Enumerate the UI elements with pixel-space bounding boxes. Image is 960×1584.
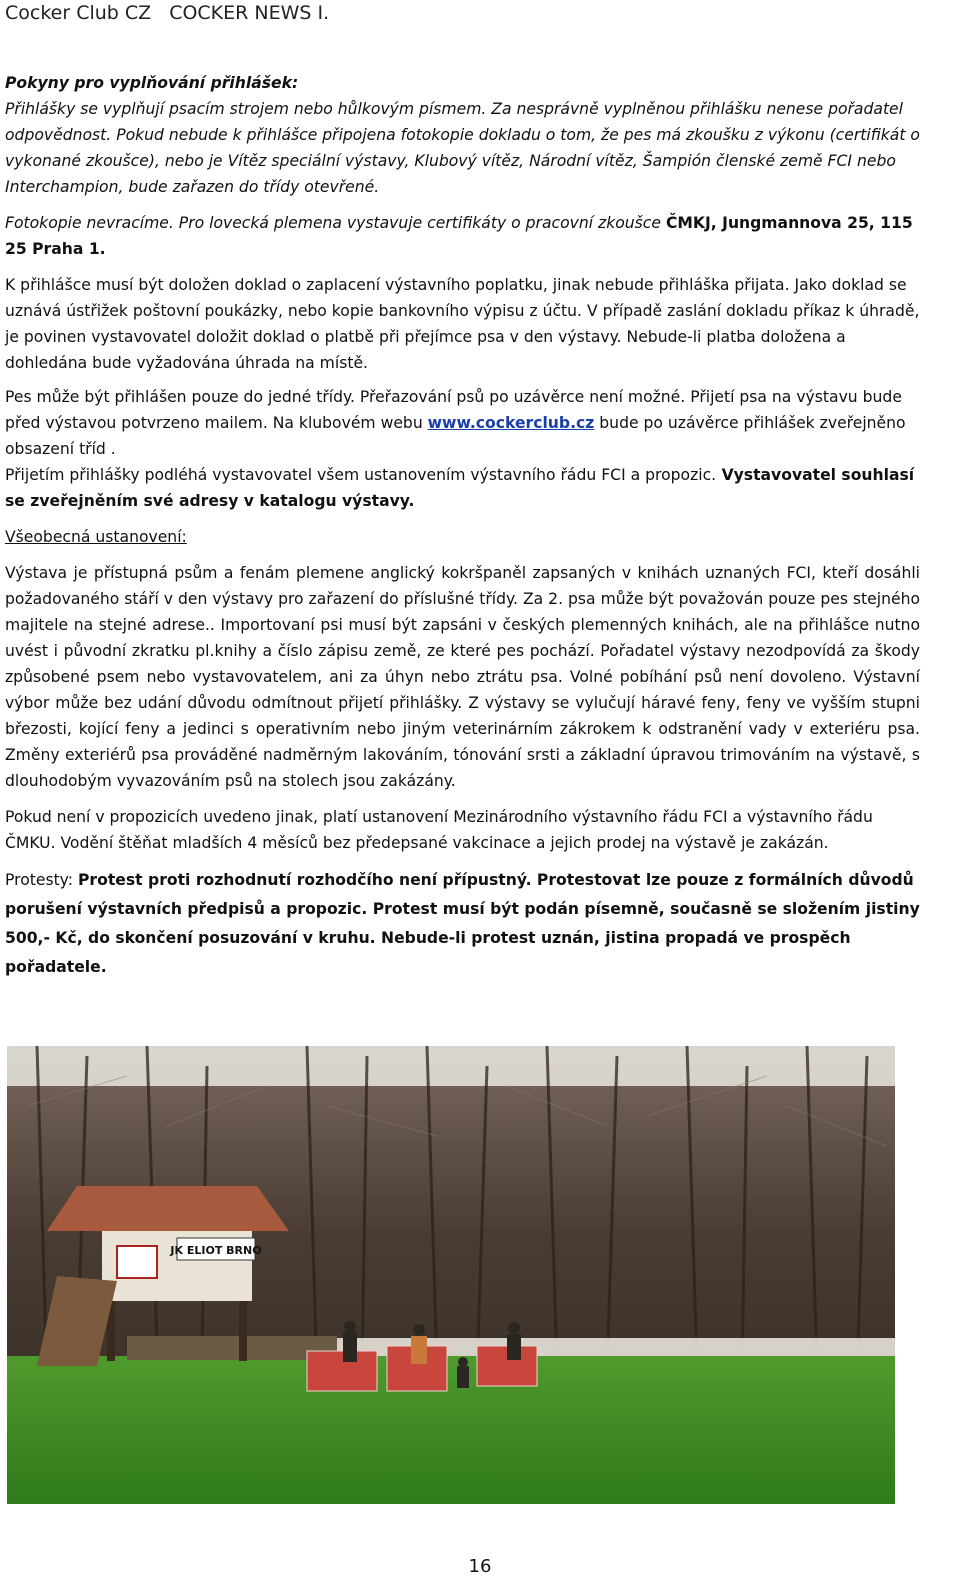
photocopy-note: Fotokopie nevracíme. — [5, 214, 174, 232]
page-header — [5, 2, 329, 24]
protests-paragraph — [5, 866, 920, 982]
stand-sign: JK ELIOT BRNO — [170, 1244, 262, 1257]
hunting-breeds-note: Pro lovecká plemena vystavuje certifikáty o pracovní zkoušce — [173, 214, 666, 232]
classes-sentence-4: bude po uzávěrce přihlášek zveřejněno obsazení tříd . — [5, 414, 906, 458]
instructions-paragraph — [5, 96, 920, 200]
classes-sentence-1: Pes může být přihlášen pouze do jedné třídy. — [5, 388, 355, 406]
cockerclub-link[interactable]: www.cockerclub.cz — [427, 414, 595, 432]
showground-photo — [7, 1046, 895, 1504]
payment-paragraph — [5, 272, 920, 376]
classes-paragraph — [5, 384, 920, 462]
instructions-heading: Pokyny pro vyplňování přihlášek: — [5, 74, 299, 92]
general-paragraph: Výstava je přístupná psům a fenám plemene anglický kokršpaněl zapsaných v knihách uznaných FCI, kteří dosáhli požadovaného stáří v den výstavy pro zařazení do příslušné třídy. Za 2. psa může být považován pouze pes stejného majitele na stejné adrese.. Importovaní psi musí být zapsáni v českých plemenných knihách, ale na přihlášce nutno uvést i původní zkratku pl.knihy a číslo zápisu země, ze které pes pochází. Pořadatel výstavy nezodpovídá za škody způsobené psem nebo vystavovatelem, ani za úhyn nebo ztrátu psa. Volné pobíhání psů není dovoleno. Výstavní výbor může bez udání důvodu odmítnout přijetí přihlášky. Z výstavy se vylučují háravé feny, feny ve vyšším stupni březosti, kojící feny a jedinci s operativním nebo jiným veterinárním zákrokem k odstranění vady v exteriéru psa. Změny exteriérů psa prováděné nadměrným lakováním, tónování srsti a základní úpravou trimováním na výstavě, s dlouhodobým vyvazováním psů na stolech jsou zakázány. — [5, 564, 920, 790]
instructions-sentence-1: Přihlášky se vyplňují psacím strojem nebo hůlkovým písmem. Za nesprávně vyplněnou přihlášku nenese pořadatel odpovědnost. — [5, 100, 903, 144]
classes-sentence-3: Přijetí psa na výstavu bude před výstavou potvrzeno mailem. Na klubovém webu — [5, 388, 902, 432]
page-number: 16 — [468, 1556, 492, 1577]
classes-sentence-2: Přeřazování psů po uzávěrce není možné. — [354, 388, 686, 406]
acceptance-sentence-2: Vystavovatel souhlasí se zveřejněním své adresy v katalogu výstavy. — [5, 466, 915, 510]
club-name: Cocker Club CZ — [5, 2, 152, 24]
payment-sentence-3: V případě zaslání dokladu příkaz k úhradě, je povinen vystavovatel doložit doklad o platbě při přejímce psa v den výstavy. — [5, 302, 920, 346]
general-heading: Všeobecná ustanovení: — [5, 528, 187, 546]
newsletter-name: COCKER NEWS I. — [169, 2, 330, 24]
document-body — [5, 70, 920, 982]
acceptance-paragraph — [5, 462, 920, 514]
showground-photo-illustration — [7, 1046, 895, 1504]
acceptance-sentence-1: Přijetím přihlášky podléhá vystavovatel všem ustanovením výstavního řádu FCI a propozic. — [5, 466, 717, 484]
payment-sentence-1: K přihlášce musí být doložen doklad o zaplacení výstavního poplatku, jinak nebude přihláška přijata. — [5, 276, 790, 294]
photocopy-paragraph — [5, 210, 920, 262]
protests-text: Protest proti rozhodnutí rozhodčího není přípustný. Protestovat lze pouze z formálních důvodů porušení výstavních předpisů a propozic. Protest musí být podán písemně, současně se složením jistiny 500,- Kč, do skončení posuzování v kruhu. Nebude-li protest uznán, jistina propadá ve prospěch pořadatele. — [5, 871, 920, 976]
payment-sentence-2: Jako doklad se uznává ústřižek poštovní poukázky, nebo kopie bankovního výpisu z účtu. — [5, 276, 907, 320]
cmkj-address: ČMKJ, Jungmannova 25, 115 25 Praha 1. — [5, 214, 913, 258]
rules-paragraph: Pokud není v propozicích uvedeno jinak, platí ustanovení Mezinárodního výstavního řádu FCI a výstavního řádu ČMKU. Vodění štěňat mladších 4 měsíců bez předepsané vakcinace a jejich prodej na výstavě je zakázán. — [5, 808, 873, 852]
instructions-sentence-2: Pokud nebude k přihlášce připojena fotokopie dokladu o tom, že pes má zkoušku z výkonu (certifikát o vykonané zkoušce), nebo je Vítěz speciální výstavy, Klubový vítěz, Národní vítěz, Šampión členské země FCI nebo Interchampion, bude zařazen do třídy otevřené. — [5, 126, 920, 196]
payment-sentence-4: Nebude-li platba doložena a dohledána bude vyžadována úhrada na místě. — [5, 328, 846, 372]
protests-label: Protesty: — [5, 871, 78, 889]
